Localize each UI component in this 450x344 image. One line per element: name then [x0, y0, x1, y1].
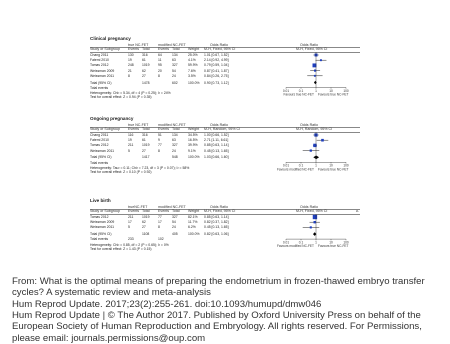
axis-label-right: Favours true NC-FET [318, 244, 349, 249]
total-modified: 24 [172, 148, 176, 153]
total-modified: 134 [172, 53, 178, 57]
x-axis-tick-label: 0.01 [282, 240, 290, 245]
events-modified: 11 [158, 58, 162, 63]
study-point-estimate [320, 59, 322, 61]
study-name: Tomas 2012 [90, 143, 109, 148]
odds-ratio-ci: 0.85 [0.63, 1.14] [204, 215, 229, 219]
overall-effect: Test for overall effect: Z = 0.10 (P = 0.92) [90, 169, 152, 174]
weight: 25.0% [188, 53, 198, 57]
weight: 9.1% [188, 148, 196, 153]
total-true: 1019 [142, 143, 150, 148]
odds-ratio-ci: 1.01 [0.67, 1.52] [204, 53, 229, 57]
total-weight: 100.0% [188, 232, 200, 237]
axis-label-left: Favours modified NC-FET [276, 167, 314, 172]
total-true: 1019 [142, 63, 150, 68]
forest-header: Odds Ratio [300, 123, 318, 127]
total-true: 62 [142, 68, 146, 73]
group-header-modified: modified NC-FET [158, 123, 186, 127]
figure-copyright: Hum Reprod Update | © The Author 2017. Published by Oxford University Press on behalf of the European Society of Human Reproduction and Embryology. All rights reserved. For Permissions, please email: journals.permissions@oup.com [12, 310, 422, 344]
axis-label-left: Favours modified NC-FET [276, 244, 314, 249]
col-total-2: Total [172, 127, 180, 131]
events-true: 130 [128, 53, 134, 57]
total-true: 27 [142, 73, 146, 78]
events-modified: 9 [158, 138, 160, 143]
odds-ratio-ci: 0.84 [0.26, 2.75] [204, 73, 229, 78]
x-axis-tick-label: 0.01 [282, 163, 290, 168]
x-axis-tick-label: 0.01 [282, 88, 290, 93]
total-modified: 327 [172, 215, 178, 219]
events-modified: 8 [158, 73, 160, 78]
col-total-1: Total [142, 47, 150, 51]
events-true: 116 [128, 133, 134, 137]
x-axis-tick-label: 1 [315, 240, 317, 245]
forest-method: M-H, Fixed, 95% CI [296, 47, 328, 51]
study-name: Weissman 2009 [90, 220, 115, 225]
col-events-2: Events [158, 127, 169, 131]
forest-panel [88, 116, 372, 196]
col-weight: Weight [188, 127, 200, 131]
forest-header: Odds Ratio [300, 205, 318, 209]
total-true: 316 [142, 133, 148, 137]
study-name: Chang 2011 [90, 133, 109, 137]
weight: 16.5% [188, 138, 198, 143]
weight: 59.9% [188, 63, 198, 68]
col-total-2: Total [172, 209, 180, 213]
forest-header: Odds Ratio [300, 43, 318, 47]
col-study: Study or Subgroup [90, 47, 120, 51]
weight: 82.1% [188, 215, 198, 219]
odds-ratio-ci: 0.45 [0.13, 1.65] [204, 225, 229, 230]
events-true: 248 [128, 63, 134, 68]
panel-title: Live birth [90, 198, 111, 203]
total-true: 62 [142, 220, 146, 225]
total-label: Total (95% CI) [90, 232, 112, 237]
col-or-method: M-H, Fixed, 95% CI [204, 209, 236, 213]
odds-ratio-ci: 0.79 [0.59, 1.04] [204, 63, 229, 68]
total-events-true: 233 [128, 237, 134, 242]
total-true: 27 [142, 148, 146, 153]
axis-label-left: Favours true NC-FET [283, 92, 314, 97]
col-or-method: M-H, Fixed, 95% CI [204, 47, 236, 51]
total-label: Total (95% CI) [90, 155, 112, 160]
events-modified: 8 [158, 225, 160, 230]
total-events-label: Total events [90, 160, 109, 165]
total-modified-n: 602 [172, 80, 178, 85]
total-true-n: 1108 [142, 232, 150, 237]
total-modified-n: 405 [172, 232, 178, 237]
figure-citation: Hum Reprod Update. 2017;23(2):255-261. doi:10.1093/humupd/dmw046 [12, 299, 322, 310]
total-weight: 100.0% [188, 80, 200, 85]
x-axis-tick-label: 0.1 [298, 88, 304, 93]
or-column-header: Odds Ratio [210, 43, 228, 47]
x-axis-tick-label: 10 [329, 240, 333, 245]
axis-label-right: Favours true NC-FET [318, 92, 349, 97]
total-true: 1019 [142, 215, 150, 219]
events-modified: 95 [158, 63, 162, 68]
panel-title: Ongoing pregnancy [90, 116, 134, 121]
x-axis-tick-label: 100 [343, 88, 349, 93]
col-total-1: Total [142, 209, 150, 213]
or-column-header: Odds Ratio [210, 205, 228, 209]
study-name: Weissman 2011 [90, 148, 114, 153]
col-events-1: Events [128, 127, 139, 131]
col-events-1: Events [128, 209, 139, 213]
col-events-2: Events [158, 47, 169, 51]
weight: 39.9% [188, 143, 198, 148]
events-modified: 64 [158, 53, 162, 57]
pooled-estimate-diamond [314, 81, 317, 85]
study-name: Weissman 2011 [90, 73, 114, 78]
odds-ratio-ci: 0.87 [0.41, 1.87] [204, 68, 229, 73]
total-weight: 100.0% [188, 155, 200, 160]
x-axis-tick-label: 10 [329, 163, 333, 168]
total-true-n: 1478 [142, 80, 150, 85]
forest-method: M-H, Random, 95% CI [296, 127, 333, 131]
forest-plot-svg [88, 36, 372, 116]
weight: 3.5% [188, 73, 196, 78]
study-name: Weissman 2009 [90, 68, 115, 73]
col-total-2: Total [172, 47, 180, 51]
group-header-true: true NC-FET [128, 43, 149, 47]
study-name: Tomas 2012 [90, 63, 109, 68]
study-name: Weissman 2011 [90, 225, 114, 230]
total-modified: 24 [172, 73, 176, 78]
study-name: Tomas 2012 [90, 215, 109, 219]
forest-method: M-H, Fixed, 95% CI [296, 209, 328, 213]
x-axis-tick-label: 10 [329, 88, 333, 93]
total-modified: 54 [172, 68, 176, 73]
overall-effect: Test for overall effect: Z = 1.43 (P = 0.15) [90, 246, 152, 251]
col-study: Study or Subgroup [90, 127, 120, 131]
col-total-1: Total [142, 127, 150, 131]
heterogeneity: Heterogeneity: Tau² = 0.11; Chi² = 7.23, df = 3 (P = 0.07); I² = 58% [90, 165, 190, 170]
study-name: Fatemi 2010 [90, 138, 109, 143]
total-events-label: Total events [90, 237, 109, 242]
panel-title: Clinical pregnancy [90, 36, 131, 41]
col-study: Study or Subgroup [90, 209, 120, 213]
total-modified: 24 [172, 225, 176, 230]
total-true: 61 [142, 58, 146, 63]
total-true: 316 [142, 53, 148, 57]
events-true: 211 [128, 143, 134, 148]
col-or-method: M-H, Random, 95% CI [204, 127, 241, 131]
group-header-true: true NC-FET [128, 123, 149, 127]
x-axis-tick-label: 1 [315, 163, 317, 168]
x-axis-tick-label: 0.1 [298, 163, 304, 168]
events-true: 21 [128, 68, 132, 73]
heterogeneity: Heterogeneity: Chi² = 5.34, df = 4 (P = 0.25); I² = 24% [90, 90, 171, 95]
odds-ratio-ci: 2.71 [1.11, 6.61] [204, 138, 229, 143]
total-true: 61 [142, 138, 146, 143]
events-modified: 51 [158, 133, 162, 137]
events-modified: 20 [158, 68, 162, 73]
events-true: 5 [128, 148, 130, 153]
weight: 6.2% [188, 225, 196, 230]
total-modified: 63 [172, 138, 176, 143]
events-modified: 77 [158, 143, 162, 148]
total-modified: 327 [172, 143, 178, 148]
events-true: 19 [128, 138, 132, 143]
total-ci: 0.90 [0.73, 1.12] [204, 80, 229, 85]
study-point-estimate [314, 221, 316, 223]
figure-caption-title: From: What is the optimal means of preparing the endometrium in frozen-thawed embryo transfer cycles? A systematic review and meta-analysis [12, 276, 425, 299]
or-column-header: Odds Ratio [210, 123, 228, 127]
weight: 11.7% [188, 220, 198, 225]
study-point-estimate [310, 149, 312, 151]
total-events-modified: 102 [158, 237, 164, 242]
events-true: 17 [128, 220, 132, 225]
forest-plot-svg [88, 116, 372, 196]
events-modified: 77 [158, 215, 162, 219]
overall-effect: Test for overall effect: Z = 0.94 (P = 0.35) [90, 95, 152, 100]
events-true: 8 [128, 73, 130, 78]
total-true-n: 1417 [142, 155, 150, 160]
study-name: Chang 2011 [90, 53, 109, 57]
col-events-2: Events [158, 209, 169, 213]
total-ci: 1.03 [0.66, 1.60] [204, 155, 229, 160]
study-point-estimate [314, 75, 316, 77]
forest-plot-figure [88, 36, 372, 278]
weight: 7.6% [188, 68, 196, 73]
odds-ratio-ci: 0.82 [0.37, 1.82] [204, 220, 229, 225]
total-label: Total (95% CI) [90, 80, 112, 85]
events-true: 19 [128, 58, 132, 63]
axis-label-right: Favours true NC-FET [318, 167, 349, 172]
group-header-modified: modified NC-FET [158, 205, 186, 209]
odds-ratio-ci: 0.45 [0.13, 1.65] [204, 148, 229, 153]
col-events-1: Events [128, 47, 139, 51]
x-axis-tick-label: 1 [315, 88, 317, 93]
total-modified-n: 548 [172, 155, 178, 160]
total-modified: 54 [172, 220, 176, 225]
x-axis-tick-label: 100 [343, 163, 349, 168]
study-name: Fatemi 2010 [90, 58, 109, 63]
events-modified: 8 [158, 148, 160, 153]
odds-ratio-ci: 2.14 [0.92, 4.99] [204, 58, 229, 63]
total-ci: 0.82 [0.63, 1.06] [204, 232, 229, 237]
events-true: 211 [128, 215, 134, 219]
group-header-true: trueNC-FET [128, 205, 148, 209]
forest-header-extra: A [356, 209, 359, 213]
events-true: 5 [128, 225, 130, 230]
study-point-estimate [313, 215, 317, 219]
events-modified: 17 [158, 220, 162, 225]
weight: 4.1% [188, 58, 196, 63]
x-axis-tick-label: 100 [343, 240, 349, 245]
group-header-modified: modified NC-FET [158, 43, 186, 47]
study-point-estimate [310, 226, 312, 228]
weight: 34.5% [188, 133, 198, 137]
total-true: 27 [142, 225, 146, 230]
x-axis-tick-label: 0.1 [298, 240, 304, 245]
odds-ratio-ci: 0.85 [0.63, 1.14] [204, 143, 229, 148]
col-weight: Weight [188, 47, 200, 51]
odds-ratio-ci: 1.00 [0.66, 1.52] [204, 133, 229, 137]
forest-panel [88, 198, 372, 278]
study-point-estimate [321, 139, 324, 142]
heterogeneity: Heterogeneity: Chi² = 0.85, df = 2 (P = 0.65); I² = 0% [90, 242, 169, 247]
forest-panel [88, 36, 372, 116]
total-events-label: Total events [90, 85, 109, 90]
col-weight: Weight [188, 209, 200, 213]
total-modified: 327 [172, 63, 178, 68]
total-modified: 134 [172, 133, 178, 137]
total-modified: 63 [172, 58, 176, 63]
